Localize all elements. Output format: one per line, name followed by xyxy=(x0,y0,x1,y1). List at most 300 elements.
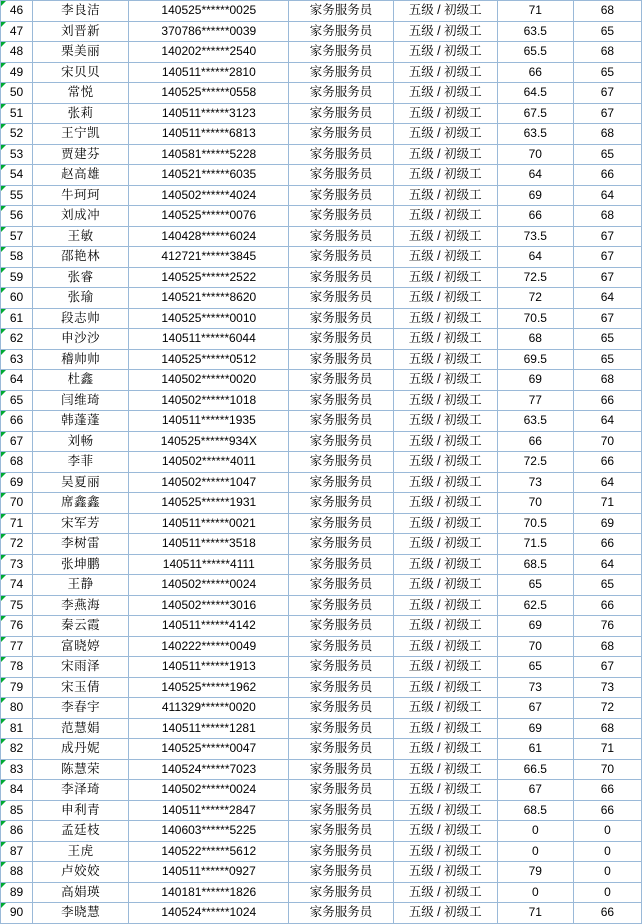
theory-score-cell[interactable]: 64 xyxy=(497,165,573,186)
table-row[interactable] xyxy=(1,759,642,780)
theory-score-cell[interactable]: 72 xyxy=(497,288,573,309)
table-row[interactable] xyxy=(1,247,642,268)
theory-score-cell[interactable]: 67.5 xyxy=(497,103,573,124)
table-row[interactable] xyxy=(1,390,642,411)
row-index-cell[interactable]: 64 xyxy=(1,370,33,391)
table-row[interactable] xyxy=(1,206,642,227)
row-index-cell[interactable]: 69 xyxy=(1,472,33,493)
occupation-cell[interactable]: 家务服务员 xyxy=(289,657,393,678)
level-cell[interactable]: 五级 / 初级工 xyxy=(393,206,497,227)
table-row[interactable] xyxy=(1,83,642,104)
occupation-cell[interactable]: 家务服务员 xyxy=(289,390,393,411)
theory-score-cell[interactable]: 72.5 xyxy=(497,267,573,288)
row-index-cell[interactable]: 61 xyxy=(1,308,33,329)
theory-score-cell[interactable]: 63.5 xyxy=(497,124,573,145)
theory-score-cell[interactable]: 0 xyxy=(497,882,573,903)
name-cell[interactable]: 李良洁 xyxy=(33,1,129,22)
table-row[interactable] xyxy=(1,226,642,247)
id-number-cell[interactable]: 140525******934X xyxy=(129,431,289,452)
id-number-cell[interactable]: 140202******2540 xyxy=(129,42,289,63)
row-index-cell[interactable]: 86 xyxy=(1,821,33,842)
row-index-cell[interactable]: 65 xyxy=(1,390,33,411)
theory-score-cell[interactable]: 71 xyxy=(497,1,573,22)
name-cell[interactable]: 王虎 xyxy=(33,841,129,862)
practice-score-cell[interactable]: 0 xyxy=(573,882,641,903)
name-cell[interactable]: 赵高雄 xyxy=(33,165,129,186)
id-number-cell[interactable]: 140525******0512 xyxy=(129,349,289,370)
level-cell[interactable]: 五级 / 初级工 xyxy=(393,1,497,22)
name-cell[interactable]: 邵艳林 xyxy=(33,247,129,268)
name-cell[interactable]: 王静 xyxy=(33,575,129,596)
practice-score-cell[interactable]: 64 xyxy=(573,185,641,206)
level-cell[interactable]: 五级 / 初级工 xyxy=(393,513,497,534)
id-number-cell[interactable]: 140502******0020 xyxy=(129,370,289,391)
name-cell[interactable]: 李燕海 xyxy=(33,595,129,616)
row-index-cell[interactable]: 55 xyxy=(1,185,33,206)
theory-score-cell[interactable]: 61 xyxy=(497,739,573,760)
practice-score-cell[interactable]: 67 xyxy=(573,226,641,247)
table-row[interactable] xyxy=(1,288,642,309)
practice-score-cell[interactable]: 66 xyxy=(573,390,641,411)
row-index-cell[interactable]: 74 xyxy=(1,575,33,596)
id-number-cell[interactable]: 140511******6044 xyxy=(129,329,289,350)
level-cell[interactable]: 五级 / 初级工 xyxy=(393,431,497,452)
name-cell[interactable]: 宋雨泽 xyxy=(33,657,129,678)
name-cell[interactable]: 高娟瑛 xyxy=(33,882,129,903)
id-number-cell[interactable]: 140525******0025 xyxy=(129,1,289,22)
level-cell[interactable]: 五级 / 初级工 xyxy=(393,370,497,391)
name-cell[interactable]: 宋玉倩 xyxy=(33,677,129,698)
level-cell[interactable]: 五级 / 初级工 xyxy=(393,267,497,288)
level-cell[interactable]: 五级 / 初级工 xyxy=(393,103,497,124)
level-cell[interactable]: 五级 / 初级工 xyxy=(393,329,497,350)
theory-score-cell[interactable]: 69.5 xyxy=(497,349,573,370)
practice-score-cell[interactable]: 68 xyxy=(573,42,641,63)
row-index-cell[interactable]: 58 xyxy=(1,247,33,268)
occupation-cell[interactable]: 家务服务员 xyxy=(289,349,393,370)
id-number-cell[interactable]: 140581******5228 xyxy=(129,144,289,165)
row-index-cell[interactable]: 50 xyxy=(1,83,33,104)
practice-score-cell[interactable]: 66 xyxy=(573,534,641,555)
practice-score-cell[interactable]: 67 xyxy=(573,103,641,124)
theory-score-cell[interactable]: 68.5 xyxy=(497,800,573,821)
occupation-cell[interactable]: 家务服务员 xyxy=(289,759,393,780)
row-index-cell[interactable]: 70 xyxy=(1,493,33,514)
id-number-cell[interactable]: 140525******0558 xyxy=(129,83,289,104)
table-row[interactable] xyxy=(1,780,642,801)
level-cell[interactable]: 五级 / 初级工 xyxy=(393,21,497,42)
row-index-cell[interactable]: 83 xyxy=(1,759,33,780)
theory-score-cell[interactable]: 66 xyxy=(497,62,573,83)
level-cell[interactable]: 五级 / 初级工 xyxy=(393,144,497,165)
occupation-cell[interactable]: 家务服务员 xyxy=(289,554,393,575)
occupation-cell[interactable]: 家务服务员 xyxy=(289,882,393,903)
occupation-cell[interactable]: 家务服务员 xyxy=(289,534,393,555)
id-number-cell[interactable]: 140511******0021 xyxy=(129,513,289,534)
row-index-cell[interactable]: 75 xyxy=(1,595,33,616)
level-cell[interactable]: 五级 / 初级工 xyxy=(393,616,497,637)
id-number-cell[interactable]: 140511******1935 xyxy=(129,411,289,432)
occupation-cell[interactable]: 家务服务员 xyxy=(289,411,393,432)
name-cell[interactable]: 秦云霞 xyxy=(33,616,129,637)
theory-score-cell[interactable]: 71.5 xyxy=(497,534,573,555)
row-index-cell[interactable]: 54 xyxy=(1,165,33,186)
name-cell[interactable]: 宋贝贝 xyxy=(33,62,129,83)
table-row[interactable] xyxy=(1,841,642,862)
practice-score-cell[interactable]: 68 xyxy=(573,370,641,391)
occupation-cell[interactable]: 家务服务员 xyxy=(289,267,393,288)
name-cell[interactable]: 范慧娟 xyxy=(33,718,129,739)
theory-score-cell[interactable]: 69 xyxy=(497,718,573,739)
theory-score-cell[interactable]: 69 xyxy=(497,370,573,391)
level-cell[interactable]: 五级 / 初级工 xyxy=(393,698,497,719)
practice-score-cell[interactable]: 68 xyxy=(573,206,641,227)
level-cell[interactable]: 五级 / 初级工 xyxy=(393,677,497,698)
level-cell[interactable]: 五级 / 初级工 xyxy=(393,42,497,63)
level-cell[interactable]: 五级 / 初级工 xyxy=(393,165,497,186)
table-row[interactable] xyxy=(1,472,642,493)
occupation-cell[interactable]: 家务服务员 xyxy=(289,800,393,821)
practice-score-cell[interactable]: 67 xyxy=(573,267,641,288)
occupation-cell[interactable]: 家务服务员 xyxy=(289,903,393,924)
theory-score-cell[interactable]: 66 xyxy=(497,206,573,227)
level-cell[interactable]: 五级 / 初级工 xyxy=(393,882,497,903)
level-cell[interactable]: 五级 / 初级工 xyxy=(393,62,497,83)
theory-score-cell[interactable]: 66 xyxy=(497,431,573,452)
table-row[interactable] xyxy=(1,21,642,42)
theory-score-cell[interactable]: 73 xyxy=(497,472,573,493)
table-row[interactable] xyxy=(1,42,642,63)
level-cell[interactable]: 五级 / 初级工 xyxy=(393,595,497,616)
row-index-cell[interactable]: 84 xyxy=(1,780,33,801)
theory-score-cell[interactable]: 77 xyxy=(497,390,573,411)
theory-score-cell[interactable]: 73 xyxy=(497,677,573,698)
name-cell[interactable]: 张瑜 xyxy=(33,288,129,309)
id-number-cell[interactable]: 370786******0039 xyxy=(129,21,289,42)
name-cell[interactable]: 李泽琦 xyxy=(33,780,129,801)
row-index-cell[interactable]: 71 xyxy=(1,513,33,534)
theory-score-cell[interactable]: 70.5 xyxy=(497,308,573,329)
row-index-cell[interactable]: 57 xyxy=(1,226,33,247)
id-number-cell[interactable]: 140525******0076 xyxy=(129,206,289,227)
table-row[interactable] xyxy=(1,144,642,165)
occupation-cell[interactable]: 家务服务员 xyxy=(289,636,393,657)
practice-score-cell[interactable]: 65 xyxy=(573,144,641,165)
name-cell[interactable]: 李春宇 xyxy=(33,698,129,719)
table-row[interactable] xyxy=(1,903,642,924)
id-number-cell[interactable]: 140511******2847 xyxy=(129,800,289,821)
row-index-cell[interactable]: 49 xyxy=(1,62,33,83)
row-index-cell[interactable]: 63 xyxy=(1,349,33,370)
id-number-cell[interactable]: 140511******1913 xyxy=(129,657,289,678)
row-index-cell[interactable]: 51 xyxy=(1,103,33,124)
occupation-cell[interactable]: 家务服务员 xyxy=(289,165,393,186)
theory-score-cell[interactable]: 69 xyxy=(497,185,573,206)
id-number-cell[interactable]: 140502******1047 xyxy=(129,472,289,493)
theory-score-cell[interactable]: 67 xyxy=(497,698,573,719)
practice-score-cell[interactable]: 65 xyxy=(573,349,641,370)
row-index-cell[interactable]: 68 xyxy=(1,452,33,473)
occupation-cell[interactable]: 家务服务员 xyxy=(289,144,393,165)
practice-score-cell[interactable]: 68 xyxy=(573,1,641,22)
table-row[interactable] xyxy=(1,739,642,760)
name-cell[interactable]: 申沙沙 xyxy=(33,329,129,350)
occupation-cell[interactable]: 家务服务员 xyxy=(289,329,393,350)
practice-score-cell[interactable]: 72 xyxy=(573,698,641,719)
name-cell[interactable]: 李菲 xyxy=(33,452,129,473)
level-cell[interactable]: 五级 / 初级工 xyxy=(393,862,497,883)
occupation-cell[interactable]: 家务服务员 xyxy=(289,308,393,329)
level-cell[interactable]: 五级 / 初级工 xyxy=(393,780,497,801)
name-cell[interactable]: 富晓婷 xyxy=(33,636,129,657)
practice-score-cell[interactable]: 66 xyxy=(573,903,641,924)
practice-score-cell[interactable]: 65 xyxy=(573,329,641,350)
id-number-cell[interactable]: 140222******0049 xyxy=(129,636,289,657)
practice-score-cell[interactable]: 64 xyxy=(573,288,641,309)
practice-score-cell[interactable]: 73 xyxy=(573,677,641,698)
theory-score-cell[interactable]: 79 xyxy=(497,862,573,883)
name-cell[interactable]: 张睿 xyxy=(33,267,129,288)
name-cell[interactable]: 吴夏丽 xyxy=(33,472,129,493)
table-row[interactable] xyxy=(1,862,642,883)
name-cell[interactable]: 段志帅 xyxy=(33,308,129,329)
table-row[interactable] xyxy=(1,595,642,616)
practice-score-cell[interactable]: 68 xyxy=(573,636,641,657)
theory-score-cell[interactable]: 64 xyxy=(497,247,573,268)
practice-score-cell[interactable]: 68 xyxy=(573,124,641,145)
name-cell[interactable]: 张莉 xyxy=(33,103,129,124)
practice-score-cell[interactable]: 64 xyxy=(573,554,641,575)
table-row[interactable] xyxy=(1,554,642,575)
name-cell[interactable]: 王宁凯 xyxy=(33,124,129,145)
theory-score-cell[interactable]: 70 xyxy=(497,144,573,165)
id-number-cell[interactable]: 140511******2810 xyxy=(129,62,289,83)
table-row[interactable] xyxy=(1,882,642,903)
practice-score-cell[interactable]: 70 xyxy=(573,759,641,780)
occupation-cell[interactable]: 家务服务员 xyxy=(289,452,393,473)
practice-score-cell[interactable]: 65 xyxy=(573,575,641,596)
name-cell[interactable]: 陈慧荣 xyxy=(33,759,129,780)
row-index-cell[interactable]: 81 xyxy=(1,718,33,739)
table-row[interactable] xyxy=(1,534,642,555)
row-index-cell[interactable]: 60 xyxy=(1,288,33,309)
occupation-cell[interactable]: 家务服务员 xyxy=(289,431,393,452)
practice-score-cell[interactable]: 66 xyxy=(573,452,641,473)
row-index-cell[interactable]: 89 xyxy=(1,882,33,903)
level-cell[interactable]: 五级 / 初级工 xyxy=(393,534,497,555)
table-row[interactable] xyxy=(1,329,642,350)
level-cell[interactable]: 五级 / 初级工 xyxy=(393,452,497,473)
row-index-cell[interactable]: 46 xyxy=(1,1,33,22)
occupation-cell[interactable]: 家务服务员 xyxy=(289,124,393,145)
id-number-cell[interactable]: 412721******3845 xyxy=(129,247,289,268)
theory-score-cell[interactable]: 68.5 xyxy=(497,554,573,575)
practice-score-cell[interactable]: 66 xyxy=(573,780,641,801)
occupation-cell[interactable]: 家务服务员 xyxy=(289,575,393,596)
id-number-cell[interactable]: 411329******0020 xyxy=(129,698,289,719)
table-row[interactable] xyxy=(1,821,642,842)
name-cell[interactable]: 卢姣姣 xyxy=(33,862,129,883)
level-cell[interactable]: 五级 / 初级工 xyxy=(393,472,497,493)
row-index-cell[interactable]: 66 xyxy=(1,411,33,432)
practice-score-cell[interactable]: 0 xyxy=(573,821,641,842)
theory-score-cell[interactable]: 63.5 xyxy=(497,21,573,42)
table-row[interactable] xyxy=(1,411,642,432)
level-cell[interactable]: 五级 / 初级工 xyxy=(393,759,497,780)
table-row[interactable] xyxy=(1,493,642,514)
row-index-cell[interactable]: 77 xyxy=(1,636,33,657)
table-row[interactable] xyxy=(1,800,642,821)
id-number-cell[interactable]: 140603******5225 xyxy=(129,821,289,842)
occupation-cell[interactable]: 家务服务员 xyxy=(289,83,393,104)
occupation-cell[interactable]: 家务服务员 xyxy=(289,42,393,63)
practice-score-cell[interactable]: 76 xyxy=(573,616,641,637)
id-number-cell[interactable]: 140525******0047 xyxy=(129,739,289,760)
level-cell[interactable]: 五级 / 初级工 xyxy=(393,554,497,575)
table-row[interactable] xyxy=(1,185,642,206)
practice-score-cell[interactable]: 66 xyxy=(573,595,641,616)
name-cell[interactable]: 刘畅 xyxy=(33,431,129,452)
id-number-cell[interactable]: 140511******0927 xyxy=(129,862,289,883)
theory-score-cell[interactable]: 70 xyxy=(497,636,573,657)
level-cell[interactable]: 五级 / 初级工 xyxy=(393,636,497,657)
name-cell[interactable]: 稽帅帅 xyxy=(33,349,129,370)
table-row[interactable] xyxy=(1,103,642,124)
row-index-cell[interactable]: 87 xyxy=(1,841,33,862)
id-number-cell[interactable]: 140524******1024 xyxy=(129,903,289,924)
table-row[interactable] xyxy=(1,575,642,596)
level-cell[interactable]: 五级 / 初级工 xyxy=(393,288,497,309)
theory-score-cell[interactable]: 73.5 xyxy=(497,226,573,247)
theory-score-cell[interactable]: 70 xyxy=(497,493,573,514)
table-row[interactable] xyxy=(1,431,642,452)
practice-score-cell[interactable]: 66 xyxy=(573,165,641,186)
theory-score-cell[interactable]: 65 xyxy=(497,657,573,678)
row-index-cell[interactable]: 47 xyxy=(1,21,33,42)
theory-score-cell[interactable]: 0 xyxy=(497,821,573,842)
theory-score-cell[interactable]: 67 xyxy=(497,780,573,801)
level-cell[interactable]: 五级 / 初级工 xyxy=(393,83,497,104)
occupation-cell[interactable]: 家务服务员 xyxy=(289,616,393,637)
row-index-cell[interactable]: 78 xyxy=(1,657,33,678)
name-cell[interactable]: 牛珂珂 xyxy=(33,185,129,206)
id-number-cell[interactable]: 140502******4011 xyxy=(129,452,289,473)
level-cell[interactable]: 五级 / 初级工 xyxy=(393,739,497,760)
level-cell[interactable]: 五级 / 初级工 xyxy=(393,390,497,411)
practice-score-cell[interactable]: 71 xyxy=(573,739,641,760)
id-number-cell[interactable]: 140502******3016 xyxy=(129,595,289,616)
occupation-cell[interactable]: 家务服务员 xyxy=(289,370,393,391)
practice-score-cell[interactable]: 71 xyxy=(573,493,641,514)
table-row[interactable] xyxy=(1,165,642,186)
id-number-cell[interactable]: 140502******1018 xyxy=(129,390,289,411)
occupation-cell[interactable]: 家务服务员 xyxy=(289,288,393,309)
level-cell[interactable]: 五级 / 初级工 xyxy=(393,575,497,596)
id-number-cell[interactable]: 140522******5612 xyxy=(129,841,289,862)
row-index-cell[interactable]: 82 xyxy=(1,739,33,760)
theory-score-cell[interactable]: 64.5 xyxy=(497,83,573,104)
theory-score-cell[interactable]: 70.5 xyxy=(497,513,573,534)
practice-score-cell[interactable]: 65 xyxy=(573,62,641,83)
id-number-cell[interactable]: 140524******7023 xyxy=(129,759,289,780)
occupation-cell[interactable]: 家务服务员 xyxy=(289,698,393,719)
occupation-cell[interactable]: 家务服务员 xyxy=(289,247,393,268)
name-cell[interactable]: 李晓慧 xyxy=(33,903,129,924)
occupation-cell[interactable]: 家务服务员 xyxy=(289,862,393,883)
practice-score-cell[interactable]: 64 xyxy=(573,411,641,432)
table-row[interactable] xyxy=(1,1,642,22)
practice-score-cell[interactable]: 66 xyxy=(573,800,641,821)
occupation-cell[interactable]: 家务服务员 xyxy=(289,472,393,493)
name-cell[interactable]: 孟廷枝 xyxy=(33,821,129,842)
table-row[interactable] xyxy=(1,308,642,329)
row-index-cell[interactable]: 59 xyxy=(1,267,33,288)
id-number-cell[interactable]: 140525******2522 xyxy=(129,267,289,288)
id-number-cell[interactable]: 140525******1962 xyxy=(129,677,289,698)
id-number-cell[interactable]: 140525******1931 xyxy=(129,493,289,514)
name-cell[interactable]: 申利青 xyxy=(33,800,129,821)
row-index-cell[interactable]: 72 xyxy=(1,534,33,555)
name-cell[interactable]: 刘晋新 xyxy=(33,21,129,42)
name-cell[interactable]: 栗美丽 xyxy=(33,42,129,63)
occupation-cell[interactable]: 家务服务员 xyxy=(289,780,393,801)
table-row[interactable] xyxy=(1,698,642,719)
occupation-cell[interactable]: 家务服务员 xyxy=(289,677,393,698)
name-cell[interactable]: 闫维琦 xyxy=(33,390,129,411)
practice-score-cell[interactable]: 0 xyxy=(573,841,641,862)
name-cell[interactable]: 杜鑫 xyxy=(33,370,129,391)
practice-score-cell[interactable]: 67 xyxy=(573,657,641,678)
row-index-cell[interactable]: 76 xyxy=(1,616,33,637)
practice-score-cell[interactable]: 70 xyxy=(573,431,641,452)
id-number-cell[interactable]: 140511******3518 xyxy=(129,534,289,555)
occupation-cell[interactable]: 家务服务员 xyxy=(289,718,393,739)
theory-score-cell[interactable]: 66.5 xyxy=(497,759,573,780)
occupation-cell[interactable]: 家务服务员 xyxy=(289,595,393,616)
occupation-cell[interactable]: 家务服务员 xyxy=(289,103,393,124)
id-number-cell[interactable]: 140428******6024 xyxy=(129,226,289,247)
practice-score-cell[interactable]: 64 xyxy=(573,472,641,493)
level-cell[interactable]: 五级 / 初级工 xyxy=(393,821,497,842)
table-row[interactable] xyxy=(1,62,642,83)
occupation-cell[interactable]: 家务服务员 xyxy=(289,185,393,206)
practice-score-cell[interactable]: 67 xyxy=(573,247,641,268)
row-index-cell[interactable]: 48 xyxy=(1,42,33,63)
level-cell[interactable]: 五级 / 初级工 xyxy=(393,903,497,924)
row-index-cell[interactable]: 67 xyxy=(1,431,33,452)
level-cell[interactable]: 五级 / 初级工 xyxy=(393,349,497,370)
occupation-cell[interactable]: 家务服务员 xyxy=(289,206,393,227)
id-number-cell[interactable]: 140502******4024 xyxy=(129,185,289,206)
practice-score-cell[interactable]: 0 xyxy=(573,862,641,883)
occupation-cell[interactable]: 家务服务员 xyxy=(289,226,393,247)
practice-score-cell[interactable]: 67 xyxy=(573,308,641,329)
level-cell[interactable]: 五级 / 初级工 xyxy=(393,308,497,329)
level-cell[interactable]: 五级 / 初级工 xyxy=(393,247,497,268)
occupation-cell[interactable]: 家务服务员 xyxy=(289,493,393,514)
theory-score-cell[interactable]: 0 xyxy=(497,841,573,862)
table-row[interactable] xyxy=(1,657,642,678)
row-index-cell[interactable]: 90 xyxy=(1,903,33,924)
table-row[interactable] xyxy=(1,677,642,698)
table-row[interactable] xyxy=(1,718,642,739)
table-row[interactable] xyxy=(1,616,642,637)
table-row[interactable] xyxy=(1,267,642,288)
name-cell[interactable]: 李树雷 xyxy=(33,534,129,555)
name-cell[interactable]: 张坤鹏 xyxy=(33,554,129,575)
level-cell[interactable]: 五级 / 初级工 xyxy=(393,800,497,821)
practice-score-cell[interactable]: 68 xyxy=(573,718,641,739)
